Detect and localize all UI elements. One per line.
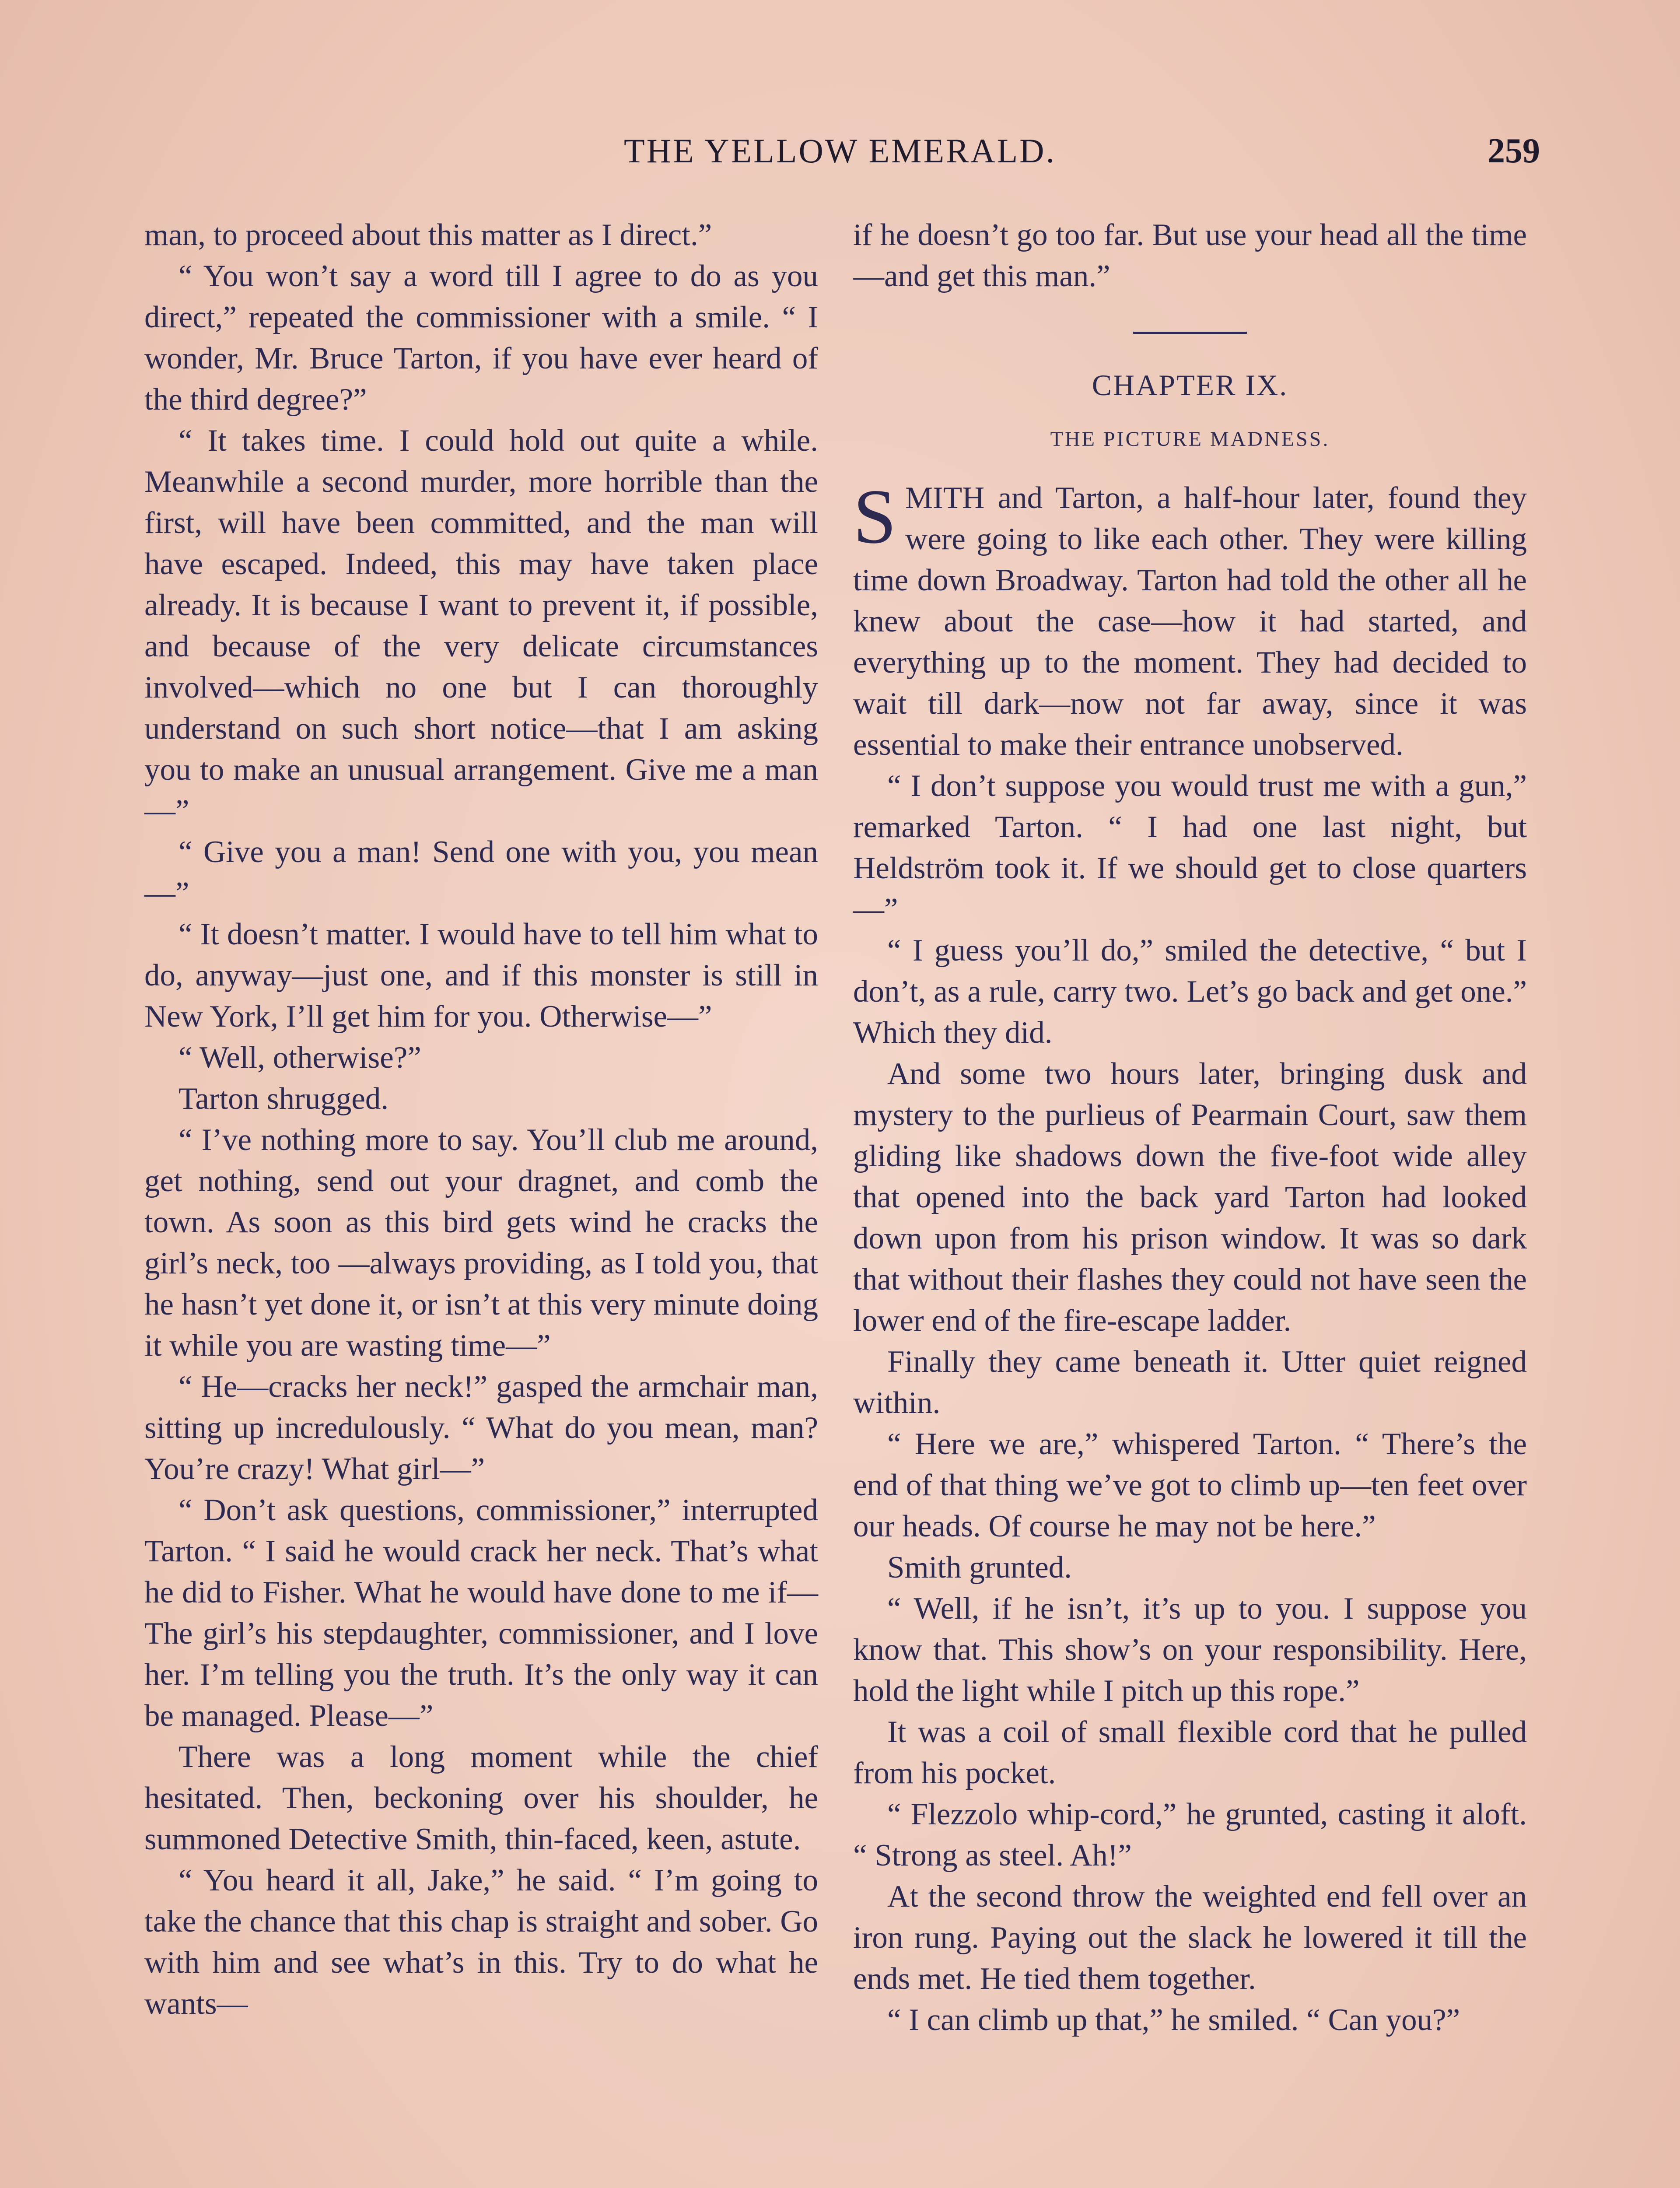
paragraph: “ He—cracks her neck!” gasped the armchair man, sitting up incredulously. “ What do you mean, man? You’re crazy! What girl—”	[144, 1370, 818, 1486]
chapter-heading: CHAPTER IX.	[1092, 368, 1288, 402]
chapter-first-paragraph	[853, 473, 1527, 765]
paragraph: It was a coil of small flexible cord that he pulled from his pocket.	[853, 1715, 1527, 1790]
paragraph: “ I’ve nothing more to say. You’ll club me around, get nothing, send out your dragnet, and comb the town. As soon as this bird gets wind he cracks the girl’s neck, too —always providing, as I told you, that he hasn’t yet done it, or isn’t at this very minute doing it while you are wasting time—”	[144, 1123, 818, 1363]
section-divider	[1133, 332, 1247, 334]
drop-cap: S	[853, 473, 896, 560]
chapter-subtitle: THE PICTURE MADNESS.	[1050, 428, 1330, 451]
paragraph: “ Don’t ask questions, commissioner,” interrupted Tarton. “ I said he would crack her neck. That’s what he did to Fisher. What he would have done to me if— The girl’s his stepdaughter, commissioner, and I love her. I’m telling you the truth. It’s the only way it can be managed. Please—”	[144, 1493, 818, 1733]
running-title: THE YELLOW EMERALD.	[623, 132, 1056, 170]
paragraph: man, to proceed about this matter as I direct.”	[144, 218, 712, 252]
paragraph: And some two hours later, bringing dusk and mystery to the purlieus of Pearmain Court, saw them gliding like shadows down the five-foot wide alley that opened into the back yard Tarton had looked down upon from his prison window. It was so dark that without their flashes they could not have seen the lower end of the fire-escape ladder.	[853, 1057, 1527, 1338]
paragraph: “ Here we are,” whispered Tarton. “ There’s the end of that thing we’ve got to climb up—ten feet over our heads. Of course he may not be here.”	[853, 1427, 1527, 1543]
page-number: 259	[1488, 132, 1540, 170]
paragraph: “ It doesn’t matter. I would have to tell him what to do, anyway—just one, and if this monster is still in New York, I’ll get him for you. Otherwise—”	[144, 917, 818, 1034]
paragraph: Finally they came beneath it. Utter quiet reigned within.	[853, 1345, 1527, 1420]
paragraph: “ It takes time. I could hold out quite a while. Meanwhile a second murder, more horrible than the first, will have been committed, and the man will have escaped. Indeed, this may have taken place already. It is because I want to prevent it, if possible, and because of the very delicate circumstances involved—which no one but I can thoroughly understand on such short notice—that I am asking you to make an unusual arrangement. Give me a man—”	[144, 424, 818, 828]
running-header	[140, 131, 1540, 179]
left-column	[144, 214, 818, 2024]
paragraph: Smith grunted.	[887, 1550, 1072, 1585]
paragraph: “ Well, if he isn’t, it’s up to you. I suppose you know that. This show’s on your responsibility. Here, hold the light while I pitch up this rope.”	[853, 1592, 1527, 1708]
paragraph: “ You won’t say a word till I agree to do as you direct,” repeated the commissioner with a smile. “ I wonder, Mr. Bruce Tarton, if you have ever heard of the third degree?”	[144, 259, 818, 417]
right-column	[853, 214, 1527, 2041]
paragraph: “ I can climb up that,” he smiled. “ Can you?”	[887, 2003, 1460, 2037]
paragraph: Tarton shrugged.	[178, 1082, 389, 1116]
paragraph: “ I guess you’ll do,” smiled the detective, “ but I don’t, as a rule, carry two. Let’s go back and get one.” Which they did.	[853, 933, 1527, 1050]
paragraph: “ You heard it all, Jake,” he said. “ I’m going to take the chance that this chap is straight and sober. Go with him and see what’s in this. Try to do what he wants—	[144, 1863, 818, 2021]
paragraph: if he doesn’t go too far. But use your head all the time—and get this man.”	[853, 218, 1527, 293]
paragraph: There was a long moment while the chief hesitated. Then, beckoning over his shoulder, he summoned Detective Smith, thin-faced, keen, astute.	[144, 1740, 818, 1856]
paragraph: “ Well, otherwise?”	[178, 1041, 421, 1075]
paragraph: “ I don’t suppose you would trust me with a gun,” remarked Tarton. “ I had one last night, but Heldström took it. If we should get to close quarters—”	[853, 769, 1527, 926]
paragraph: At the second throw the weighted end fell over an iron rung. Paying out the slack he lowered it till the ends met. He tied them together.	[853, 1879, 1527, 1996]
paragraph: “ Flezzolo whip-cord,” he grunted, casting it aloft. “ Strong as steel. Ah!”	[853, 1797, 1527, 1872]
paragraph: “ Give you a man! Send one with you, you mean—”	[144, 835, 818, 910]
first-paragraph-text: MITH and Tarton, a half-hour later, found they were going to like each other. They were killing time down Broadway. Tarton had told the other all he knew about the case—how it had started, and everything up to the moment. They had decided to wait till dark—now not far away, since it was essential to make their entrance unobserved.	[853, 481, 1527, 762]
